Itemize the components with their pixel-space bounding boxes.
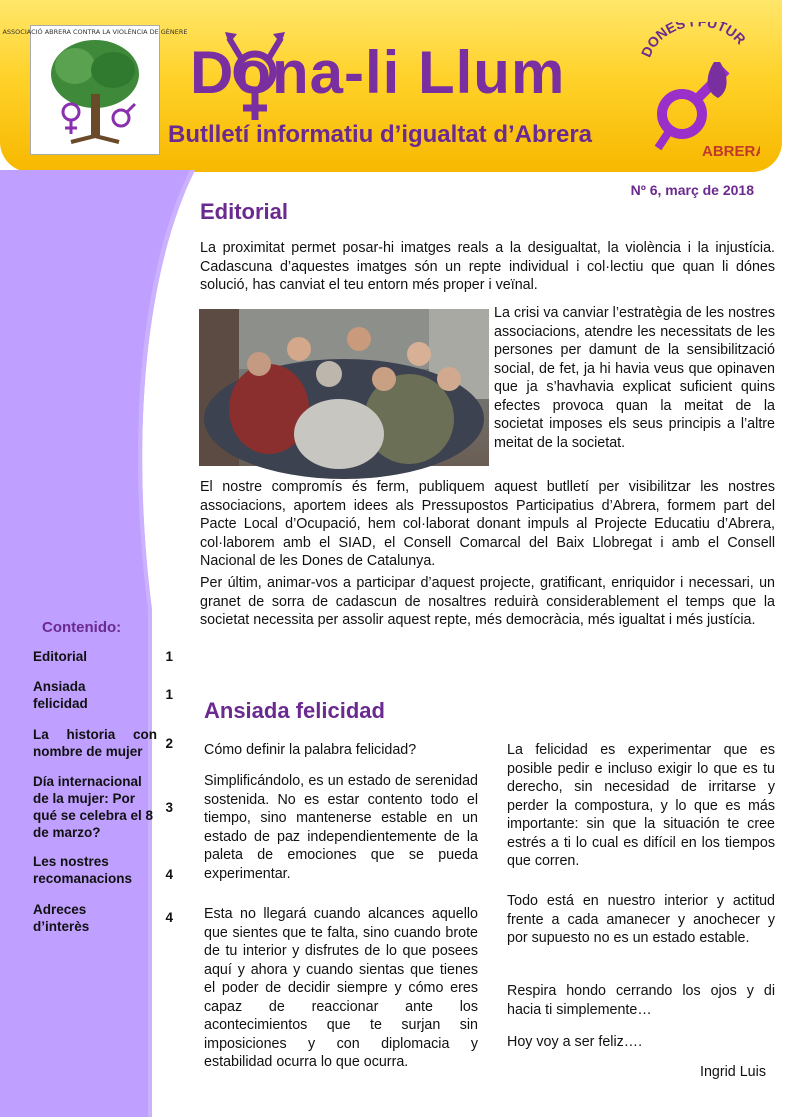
masthead xyxy=(0,0,782,172)
issue-number: Nº 6, març de 2018 xyxy=(630,182,754,198)
ansiada-col1-paragraph-2: Simplificándolo, es un estado de serenidad sostenida. No es estar contento todo el tiempo, sino mantenerse estable en un estado de paz independientemente de la paleta de emociones que se pueda experimentar. xyxy=(204,773,478,882)
association-logo xyxy=(2,25,188,155)
newsletter-title: Dona-li Llum xyxy=(190,39,566,106)
svg-text:ASSOCIACIÓ ABRERA CONTRA LA VI: ASSOCIACIÓ ABRERA CONTRA LA VIOLÈNCIA DE GÈNERE xyxy=(2,28,188,36)
toc-item[interactable] xyxy=(33,901,183,935)
toc-item-page: 3 xyxy=(165,800,173,815)
ansiada-col1-paragraph-3: Esta no llegará cuando alcances aquello que sientes que te falta, sino cuando brote de tu interior y disfrutes de lo que posees aquí y ahora y cuando sientas que tienes el poder de decidir siempre y cómo eres capaz de reaccionar ante los acontecimientos que te surjan sin imposiciones y con diplomacia y estabilidad ocurra lo que ocurra. xyxy=(204,906,478,1070)
group-hug-photo xyxy=(199,309,489,466)
ansiada-heading: Ansiada felicidad xyxy=(204,698,385,723)
toc-item[interactable] xyxy=(33,678,183,712)
toc-item-page: 4 xyxy=(165,867,173,882)
toc-item-label: Ansiada felicidad xyxy=(33,679,88,711)
toc-item-label: Les nostres recomanacions xyxy=(33,854,133,886)
toc-item[interactable] xyxy=(33,853,183,887)
editorial-heading: Editorial xyxy=(200,199,289,224)
table-of-contents xyxy=(33,644,183,935)
ansiada-col2-paragraph-4: Hoy voy a ser feliz…. xyxy=(507,1034,643,1050)
newsletter-subtitle: Butlletí informatiu d’igualtat d’Abrera xyxy=(168,121,593,148)
toc-item-page: 1 xyxy=(165,687,173,702)
svg-text:DONES I FUTUR: DONES UTUR xyxy=(637,22,749,60)
toc-item-label: Adreces d’interès xyxy=(33,902,90,934)
toc-item-label: La historia con nombre de mujer xyxy=(33,727,157,759)
toc-title: Contenido: xyxy=(42,619,122,636)
ansiada-col2-paragraph-3: Respira hondo cerrando los ojos y di hacia ti simplemente… xyxy=(507,983,775,1018)
toc-item-page: 1 xyxy=(165,649,173,664)
ansiada-col2-paragraph-1: La felicidad es experimentar que es posible pedir e incluso exigir lo que es tu derecho, sin necesidad de irritarse y perder la compostura, y lo que es más importante: sin que la situación te cree estrés a ti lo cual es difícil en los tiempos que corren. xyxy=(507,742,775,869)
svg-text:ABRERA: ABRERA xyxy=(702,143,760,160)
toc-item[interactable] xyxy=(33,648,183,665)
dones-i-futur-logo xyxy=(630,22,760,162)
editorial-paragraph-1: La proximitat permet posar-hi imatges reals a la desigualtat, la violència i la injustícia. Cadascuna d’aquestes imatges són un repte individual i col·lectiu que quan li dónes solució, has canviat el teu entorn més proper i veïnal. xyxy=(200,240,775,293)
toc-item-label: Día internacional de la mujer: Por qué se celebra el 8 de marzo? xyxy=(33,774,154,840)
toc-item-label: Editorial xyxy=(33,649,88,664)
editorial-paragraph-3: El nostre compromís és ferm, publiquem aquest butlletí per visibilitzar les nostres associacions, aportem idees als Pressupostos Participatius d’Abrera, formem part del Pacte Local d’Ocupació, hem col·laborat donant impuls al Projecte Educatiu d’Abrera, col·laborem amb el SIAD, el Consell Comarcal del Baix Llobregat i amb el Consell Nacional de les Dones de Catalunya. xyxy=(200,479,775,569)
toc-item[interactable] xyxy=(33,773,183,841)
ansiada-col1-paragraph-1: Cómo definir la palabra felicidad? xyxy=(204,742,417,758)
toc-item-page: 4 xyxy=(165,910,173,925)
editorial-paragraph-2: La crisi va canviar l’estratègia de les nostres associacions, atendre les necessitats de les persones per damunt de la sensibilització social, de fet, ja hi havia veus que opinaven que ja s’havhavia explicat suficient quins efectes provoca quan la meitat de la societat imposes els seus principis a l’altre meitat de la societat. xyxy=(494,305,775,451)
author-signature: Ingrid Luis xyxy=(700,1064,766,1080)
ansiada-col2-paragraph-2: Todo está en nuestro interior y actitud frente a cada amanecer y anochecer y por supuesto no es un estado estable. xyxy=(507,893,775,946)
toc-item-page: 2 xyxy=(165,736,173,751)
editorial-paragraph-4: Per últim, animar-vos a participar d’aquest projecte, gratificant, enriquidor i necessari, un granet de sorra de cadascun de nosaltres reduirà considerablement el temps que la societat necessita per assolir aquest repte, més democràcia, més igualtat i més justícia. xyxy=(200,575,775,628)
toc-item[interactable] xyxy=(33,726,183,760)
